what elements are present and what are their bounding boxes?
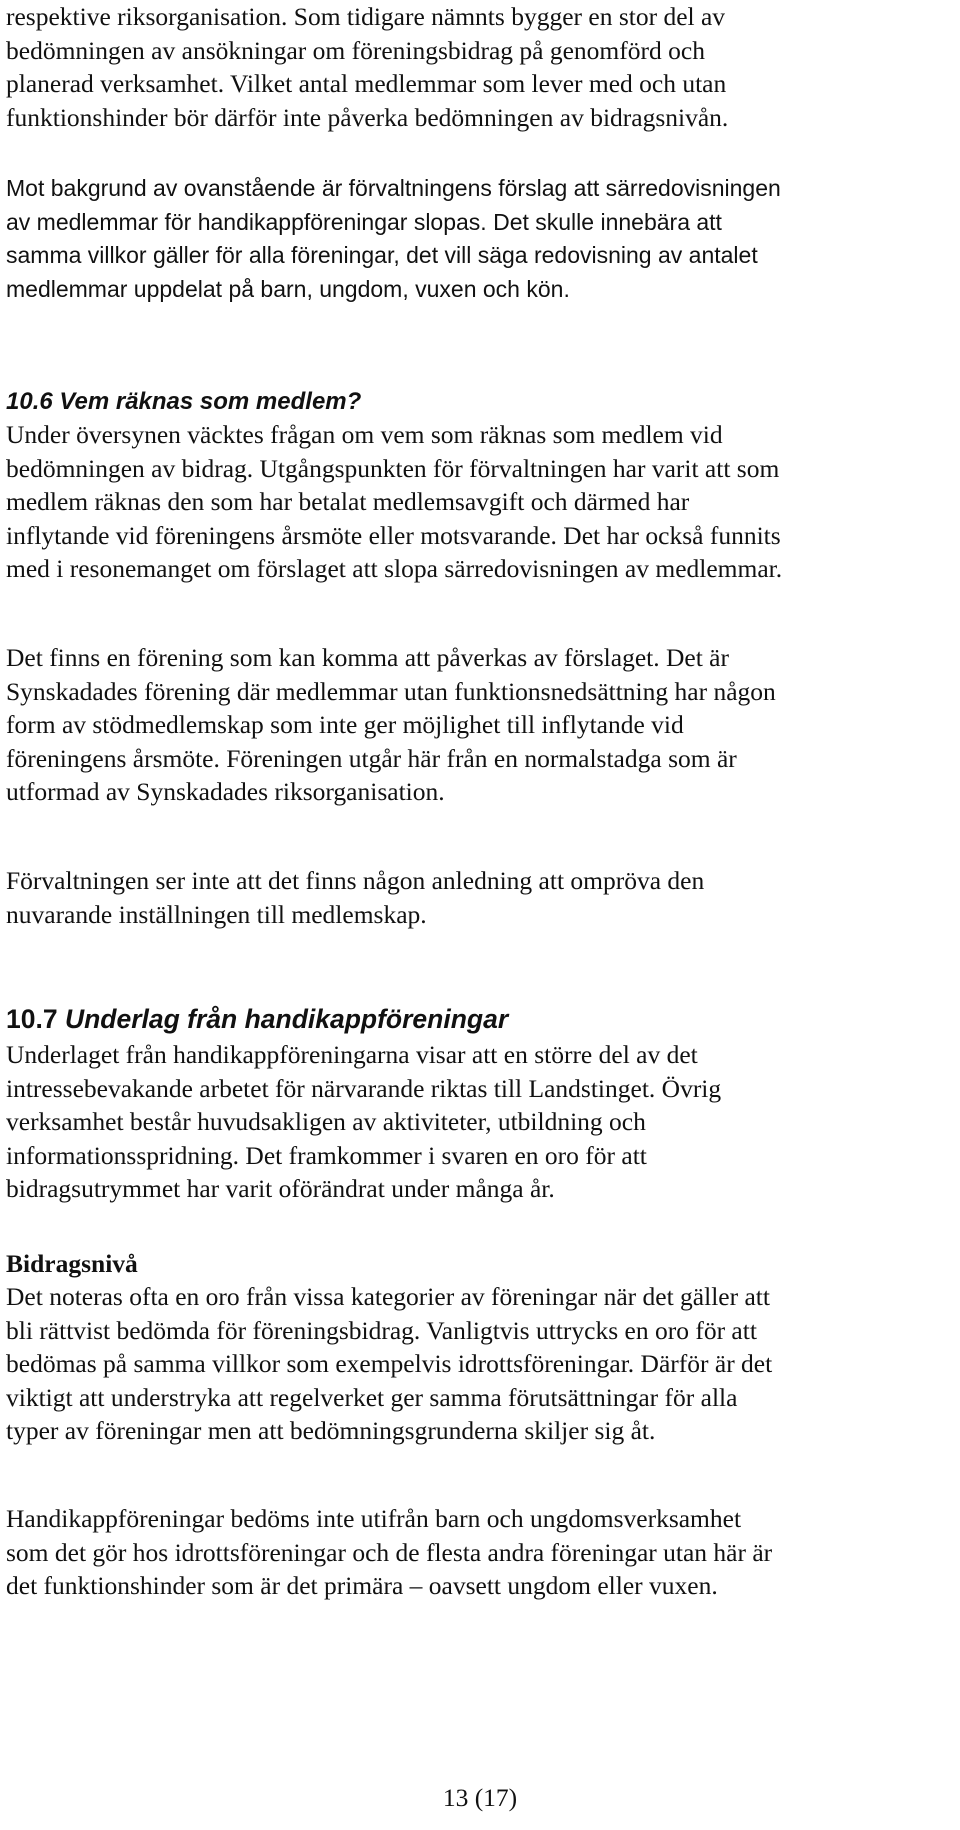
text-line: Handikappföreningar bedöms inte utifrån barn och ungdomsverksamhet — [6, 1504, 742, 1533]
text-line: med i resonemanget om förslaget att slopa särredovisningen av medlemmar. — [6, 554, 783, 583]
text-line: viktigt att understryka att regelverket ger samma förutsättningar för alla — [6, 1382, 738, 1412]
text-line: samma villkor gäller för alla föreningar, det vill säga redovisning av antalet — [6, 242, 758, 268]
section-title: Underlag från handikappföreningar — [64, 1004, 509, 1034]
text-line: bidragsutrymmet har varit oförändrat under många år. — [6, 1174, 555, 1203]
text-line: som det gör hos idrottsföreningar och de flesta andra föreningar utan här är — [6, 1537, 773, 1567]
text-line: bedömas på samma villkor som exempelvis idrottsföreningar. Därför är det — [6, 1349, 773, 1378]
text-line: respektive riksorganisation. Som tidigare nämnts bygger en stor del av — [6, 2, 726, 31]
text-line: föreningens årsmöte. Föreningen utgår här från en normalstadga som är — [6, 743, 737, 773]
subheading-bidragsniva: Bidragsnivå — [6, 1249, 138, 1278]
text-line: planerad verksamhet. Vilket antal medlemmar som lever med och utan — [6, 69, 727, 98]
text-line: medlem räknas den som har betalat medlemsavgift och därmed har — [6, 487, 690, 516]
text-line: form av stödmedlemskap som inte ger möjlighet till inflytande vid — [6, 710, 684, 739]
text-line: Under översynen väcktes frågan om vem som räknas som medlem vid — [6, 420, 723, 449]
text-line: Mot bakgrund av ovanstående är förvaltningens förslag att särredovisningen — [6, 175, 781, 201]
paragraph-3 — [6, 418, 954, 586]
text-line: Det finns en förening som kan komma att påverkas av förslaget. Det är — [6, 643, 729, 672]
text-line: bli rättvist bedömda för föreningsbidrag. Vanligtvis uttrycks en oro för att — [6, 1315, 757, 1345]
text-line: det funktionshinder som är det primära – oavsett ungdom eller vuxen. — [6, 1571, 718, 1600]
text-line: bedömningen av ansökningar om föreningsbidrag på genomförd och — [6, 35, 705, 65]
text-line: intressebevakande arbetet för närvarande riktas till Landstinget. Övrig — [6, 1073, 722, 1103]
text-line: verksamhet består huvudsakligen av aktiviteter, utbildning och — [6, 1107, 646, 1136]
paragraph-5 — [6, 864, 954, 931]
text-line: funktionshinder bör därför inte påverka bedömningen av bidragsnivån. — [6, 102, 729, 132]
text-line: nuvarande inställningen till medlemskap. — [6, 899, 427, 929]
paragraph-8 — [6, 1502, 954, 1603]
text-line: Förvaltningen ser inte att det finns någon anledning att ompröva den — [6, 866, 705, 895]
paragraph-1 — [6, 0, 954, 134]
page-number: 13 (17) — [442, 1783, 518, 1812]
text-line: Synskadades förening där medlemmar utan funktionsnedsättning har någon — [6, 676, 776, 706]
text-line: utformad av Synskadades riksorganisation. — [6, 777, 445, 806]
section-heading-10-6: 10.6 Vem räknas som medlem? — [6, 388, 362, 415]
text-line: bedömningen av bidrag. Utgångspunkten för förvaltningen har varit att som — [6, 453, 780, 483]
paragraph-6 — [6, 1038, 954, 1206]
section-heading-10-7 — [6, 1001, 508, 1037]
text-line: typer av föreningar men att bedömningsgrunderna skiljer sig åt. — [6, 1416, 656, 1445]
paragraph-2 — [6, 172, 954, 306]
paragraph-4 — [6, 641, 954, 809]
section-number: 10.7 — [6, 1004, 58, 1034]
text-line: Underlaget från handikappföreningarna visar att en större del av det — [6, 1040, 698, 1069]
text-line: inflytande vid föreningens årsmöte eller motsvarande. Det har också funnits — [6, 520, 781, 550]
text-line: informationsspridning. Det framkommer i svaren en oro för att — [6, 1140, 647, 1170]
text-line: av medlemmar för handikappföreningar slopas. Det skulle innebära att — [6, 208, 722, 235]
text-line: medlemmar uppdelat på barn, ungdom, vuxen och kön. — [6, 275, 570, 302]
text-line: Det noteras ofta en oro från vissa kategorier av föreningar när det gäller att — [6, 1282, 770, 1311]
paragraph-7 — [6, 1280, 954, 1448]
